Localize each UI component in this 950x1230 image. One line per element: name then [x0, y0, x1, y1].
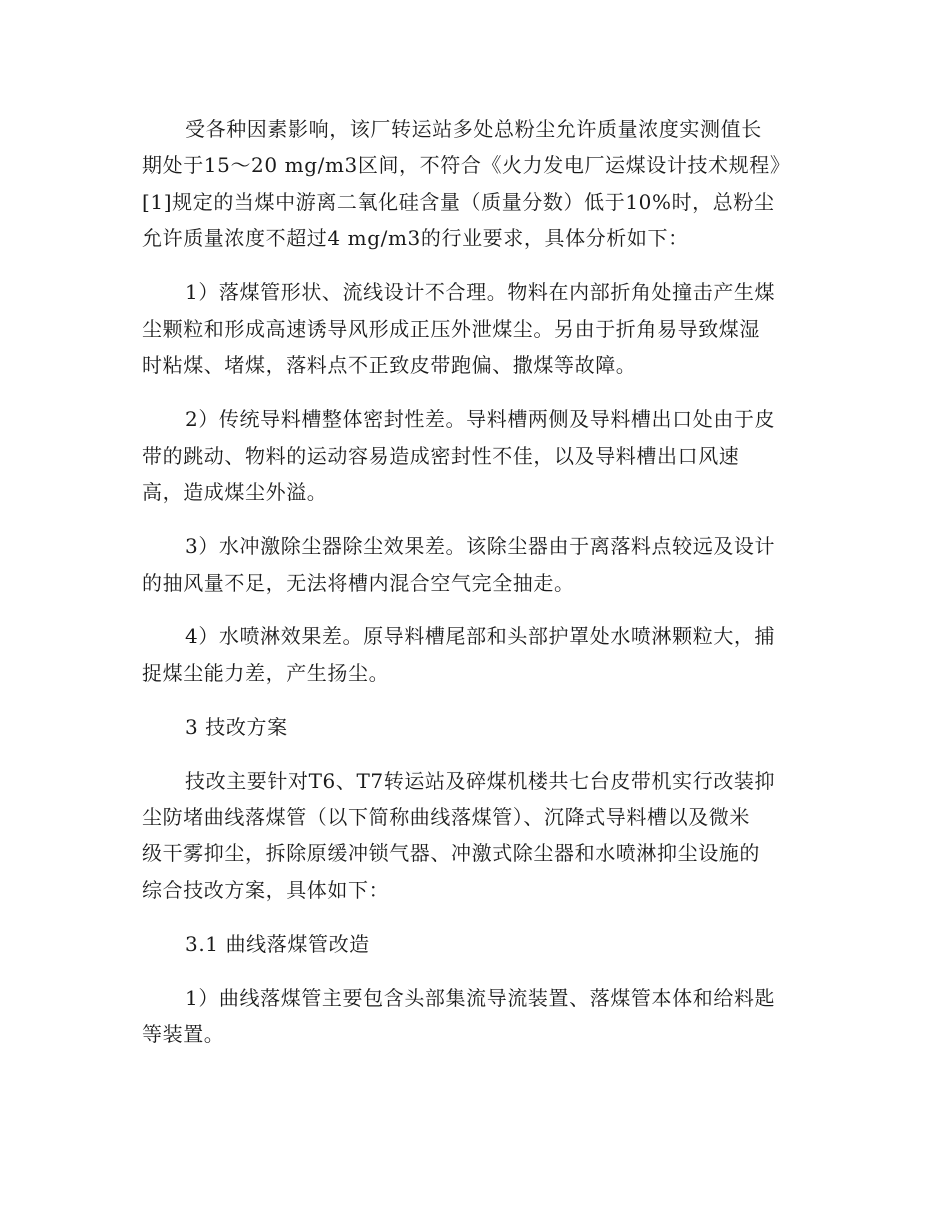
- section-heading: [0, 710, 950, 744]
- paragraph-line: [0, 185, 950, 219]
- line-text: 3.1 曲线落煤管改造: [185, 932, 370, 956]
- paragraph-line: [0, 981, 950, 1015]
- line-text: 2）传统导料槽整体密封性差。导料槽两侧及导料槽出口处由于皮: [185, 407, 776, 431]
- paragraph-line: [0, 439, 950, 473]
- paragraph-line: [0, 112, 950, 146]
- line-text: 级干雾抑尘，拆除原缓冲锁气器、冲激式除尘器和水喷淋抑尘设施的: [142, 841, 760, 865]
- line-text: 期处于15～20 mg/m3区间，不符合《火力发电厂运煤设计技术规程》: [142, 153, 791, 177]
- line-text: 允许质量浓度不超过4 mg/m3的行业要求，具体分析如下：: [142, 226, 689, 250]
- paragraph-line: [0, 402, 950, 436]
- paragraph-line: [0, 148, 950, 182]
- paragraph-line: [0, 764, 950, 798]
- line-text: 1）落煤管形状、流线设计不合理。物料在内部折角处撞击产生煤: [185, 280, 776, 304]
- paragraph-line: [0, 529, 950, 563]
- paragraph-line: [0, 475, 950, 509]
- paragraph-line: [0, 1017, 950, 1051]
- paragraph-line: [0, 873, 950, 907]
- line-text: 时粘煤、堵煤，落料点不正致皮带跑偏、撒煤等故障。: [142, 353, 637, 377]
- paragraph-line: [0, 312, 950, 346]
- line-text: 等装置。: [142, 1022, 225, 1046]
- paragraph-line: [0, 619, 950, 653]
- line-text: 4）水喷淋效果差。原导料槽尾部和头部护罩处水喷淋颗粒大，捕: [185, 624, 776, 648]
- paragraph-line: [0, 275, 950, 309]
- line-text: 综合技改方案，具体如下：: [142, 878, 390, 902]
- line-text: 受各种因素影响，该厂转运站多处总粉尘允许质量浓度实测值长: [185, 117, 762, 141]
- line-text: 尘颗粒和形成高速诱导风形成正压外泄煤尘。另由于折角易导致煤湿: [142, 317, 760, 341]
- line-text: 的抽风量不足，无法将槽内混合空气完全抽走。: [142, 571, 575, 595]
- line-text: 尘防堵曲线落煤管（以下简称曲线落煤管）、沉降式导料槽以及微米: [142, 805, 750, 829]
- line-text: 3 技改方案: [185, 715, 288, 739]
- line-text: 1）曲线落煤管主要包含头部集流导流装置、落煤管本体和给料匙: [185, 986, 776, 1010]
- paragraph-line: [0, 800, 950, 834]
- line-text: 捉煤尘能力差，产生扬尘。: [142, 661, 390, 685]
- line-text: 带的跳动、物料的运动容易造成密封性不佳，以及导料槽出口风速: [142, 444, 740, 468]
- paragraph-line: [0, 221, 950, 255]
- paragraph-line: [0, 656, 950, 690]
- paragraph-line: [0, 836, 950, 870]
- subsection-heading: [0, 927, 950, 961]
- line-text: [1]规定的当煤中游离二氧化硅含量（质量分数）低于10%时，总粉尘: [142, 190, 775, 214]
- paragraph-line: [0, 566, 950, 600]
- line-text: 技改主要针对T6、T7转运站及碎煤机楼共七台皮带机实行改装抑: [185, 769, 776, 793]
- line-text: 3）水冲激除尘器除尘效果差。该除尘器由于离落料点较远及设计: [185, 534, 776, 558]
- paragraph-line: [0, 348, 950, 382]
- line-text: 高，造成煤尘外溢。: [142, 480, 328, 504]
